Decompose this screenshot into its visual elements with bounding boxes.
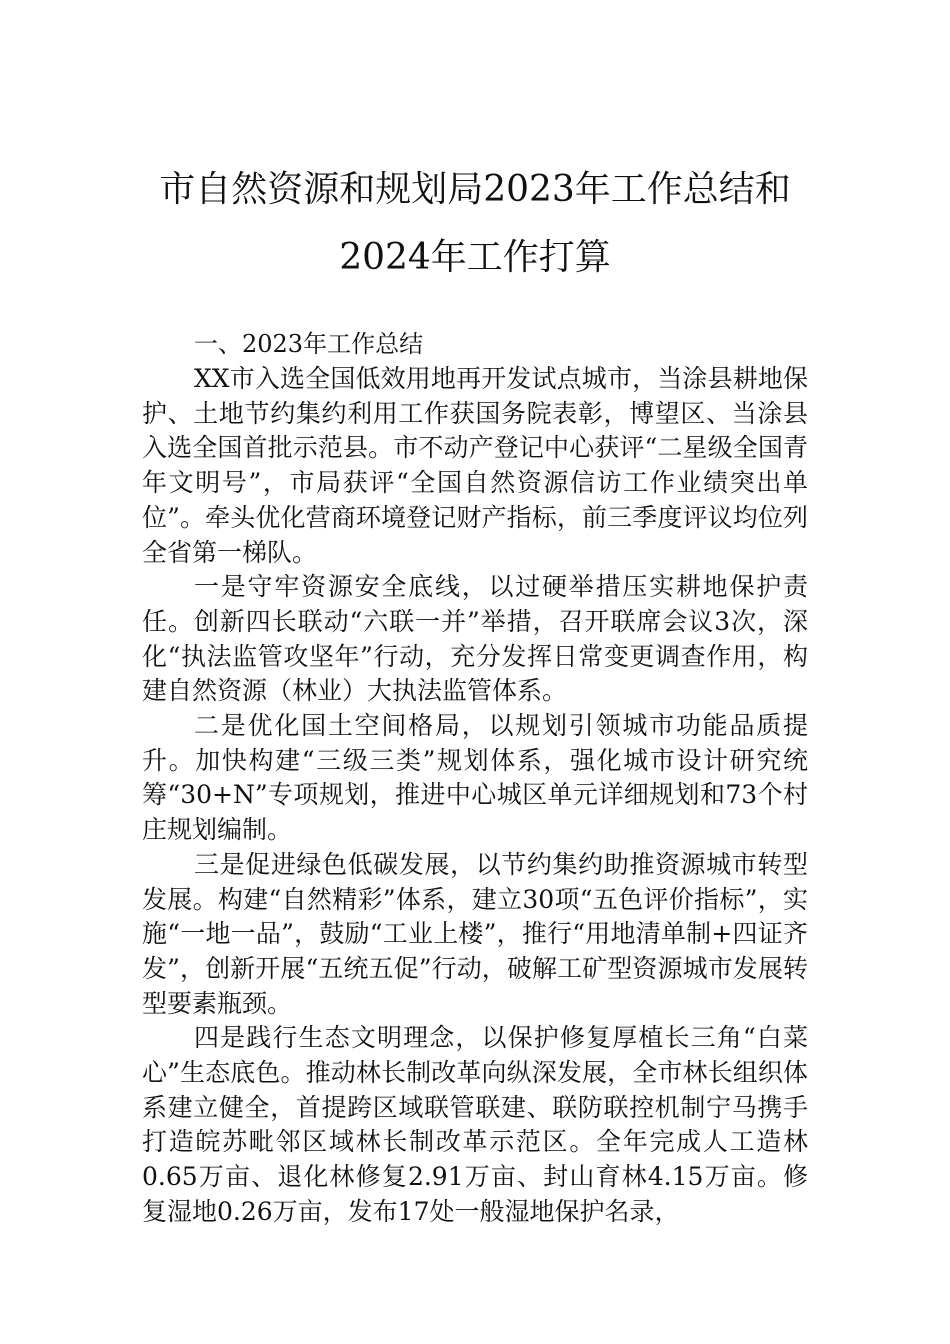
paragraph-intro: XX市入选全国低效用地再开发试点城市，当涂县耕地保护、土地节约集约利用工作获国务院表彰，博望区、当涂县入选全国首批示范县。市不动产登记中心获评“二星级全国青年文明号”，市局获评“全国自然资源信访工作业绩突出单位”。牵头优化营商环境登记财产指标，前三季度评议均位列全省第一梯队。 [142,364,808,567]
section-heading: 一、2023年工作总结 [194,330,424,358]
document-title-line-1: 市自然资源和规划局2023年工作总结和 [159,169,791,210]
paragraph-farmland-protection: 一是守牢资源安全底线，以过硬举措压实耕地保护责任。创新四长联动“六联一并”举措，召开联席会议3次，深化“执法监管攻坚年”行动，充分发挥日常变更调查作用，构建自然资源（林业）大执法监管体系。 [142,572,808,706]
paragraph-ecological-civilization: 四是践行生态文明理念，以保护修复厚植长三角“白菜心”生态底色。推动林长制改革向纵深发展，全市林长组织体系建立健全，首提跨区域联管联建、联防联控机制宁马携手打造皖苏毗邻区域林长制改革示范区。全年完成人工造林0.65万亩、退化林修复2.91万亩、封山育林4.15万亩。修复湿地0.26万亩，发布17处一般湿地保护名录， [142,1023,808,1226]
document-body [142,326,808,1230]
paragraph-green-development: 三是促进绿色低碳发展，以节约集约助推资源城市转型发展。构建“自然精彩”体系，建立30项“五色评价指标”，实施“一地一品”，鼓励“工业上楼”，推行“用地清单制+四证齐发”，创新开展“五统五促”行动，破解工矿型资源城市发展转型要素瓶颈。 [142,849,808,1018]
document-title-line-2: 2024年工作打算 [339,237,611,278]
paragraph-spatial-planning: 二是优化国土空间格局，以规划引领城市功能品质提升。加快构建“三级三类”规划体系，强化城市设计研究统筹“30+N”专项规划，推进中心城区单元详细规划和73个村庄规划编制。 [142,711,808,845]
